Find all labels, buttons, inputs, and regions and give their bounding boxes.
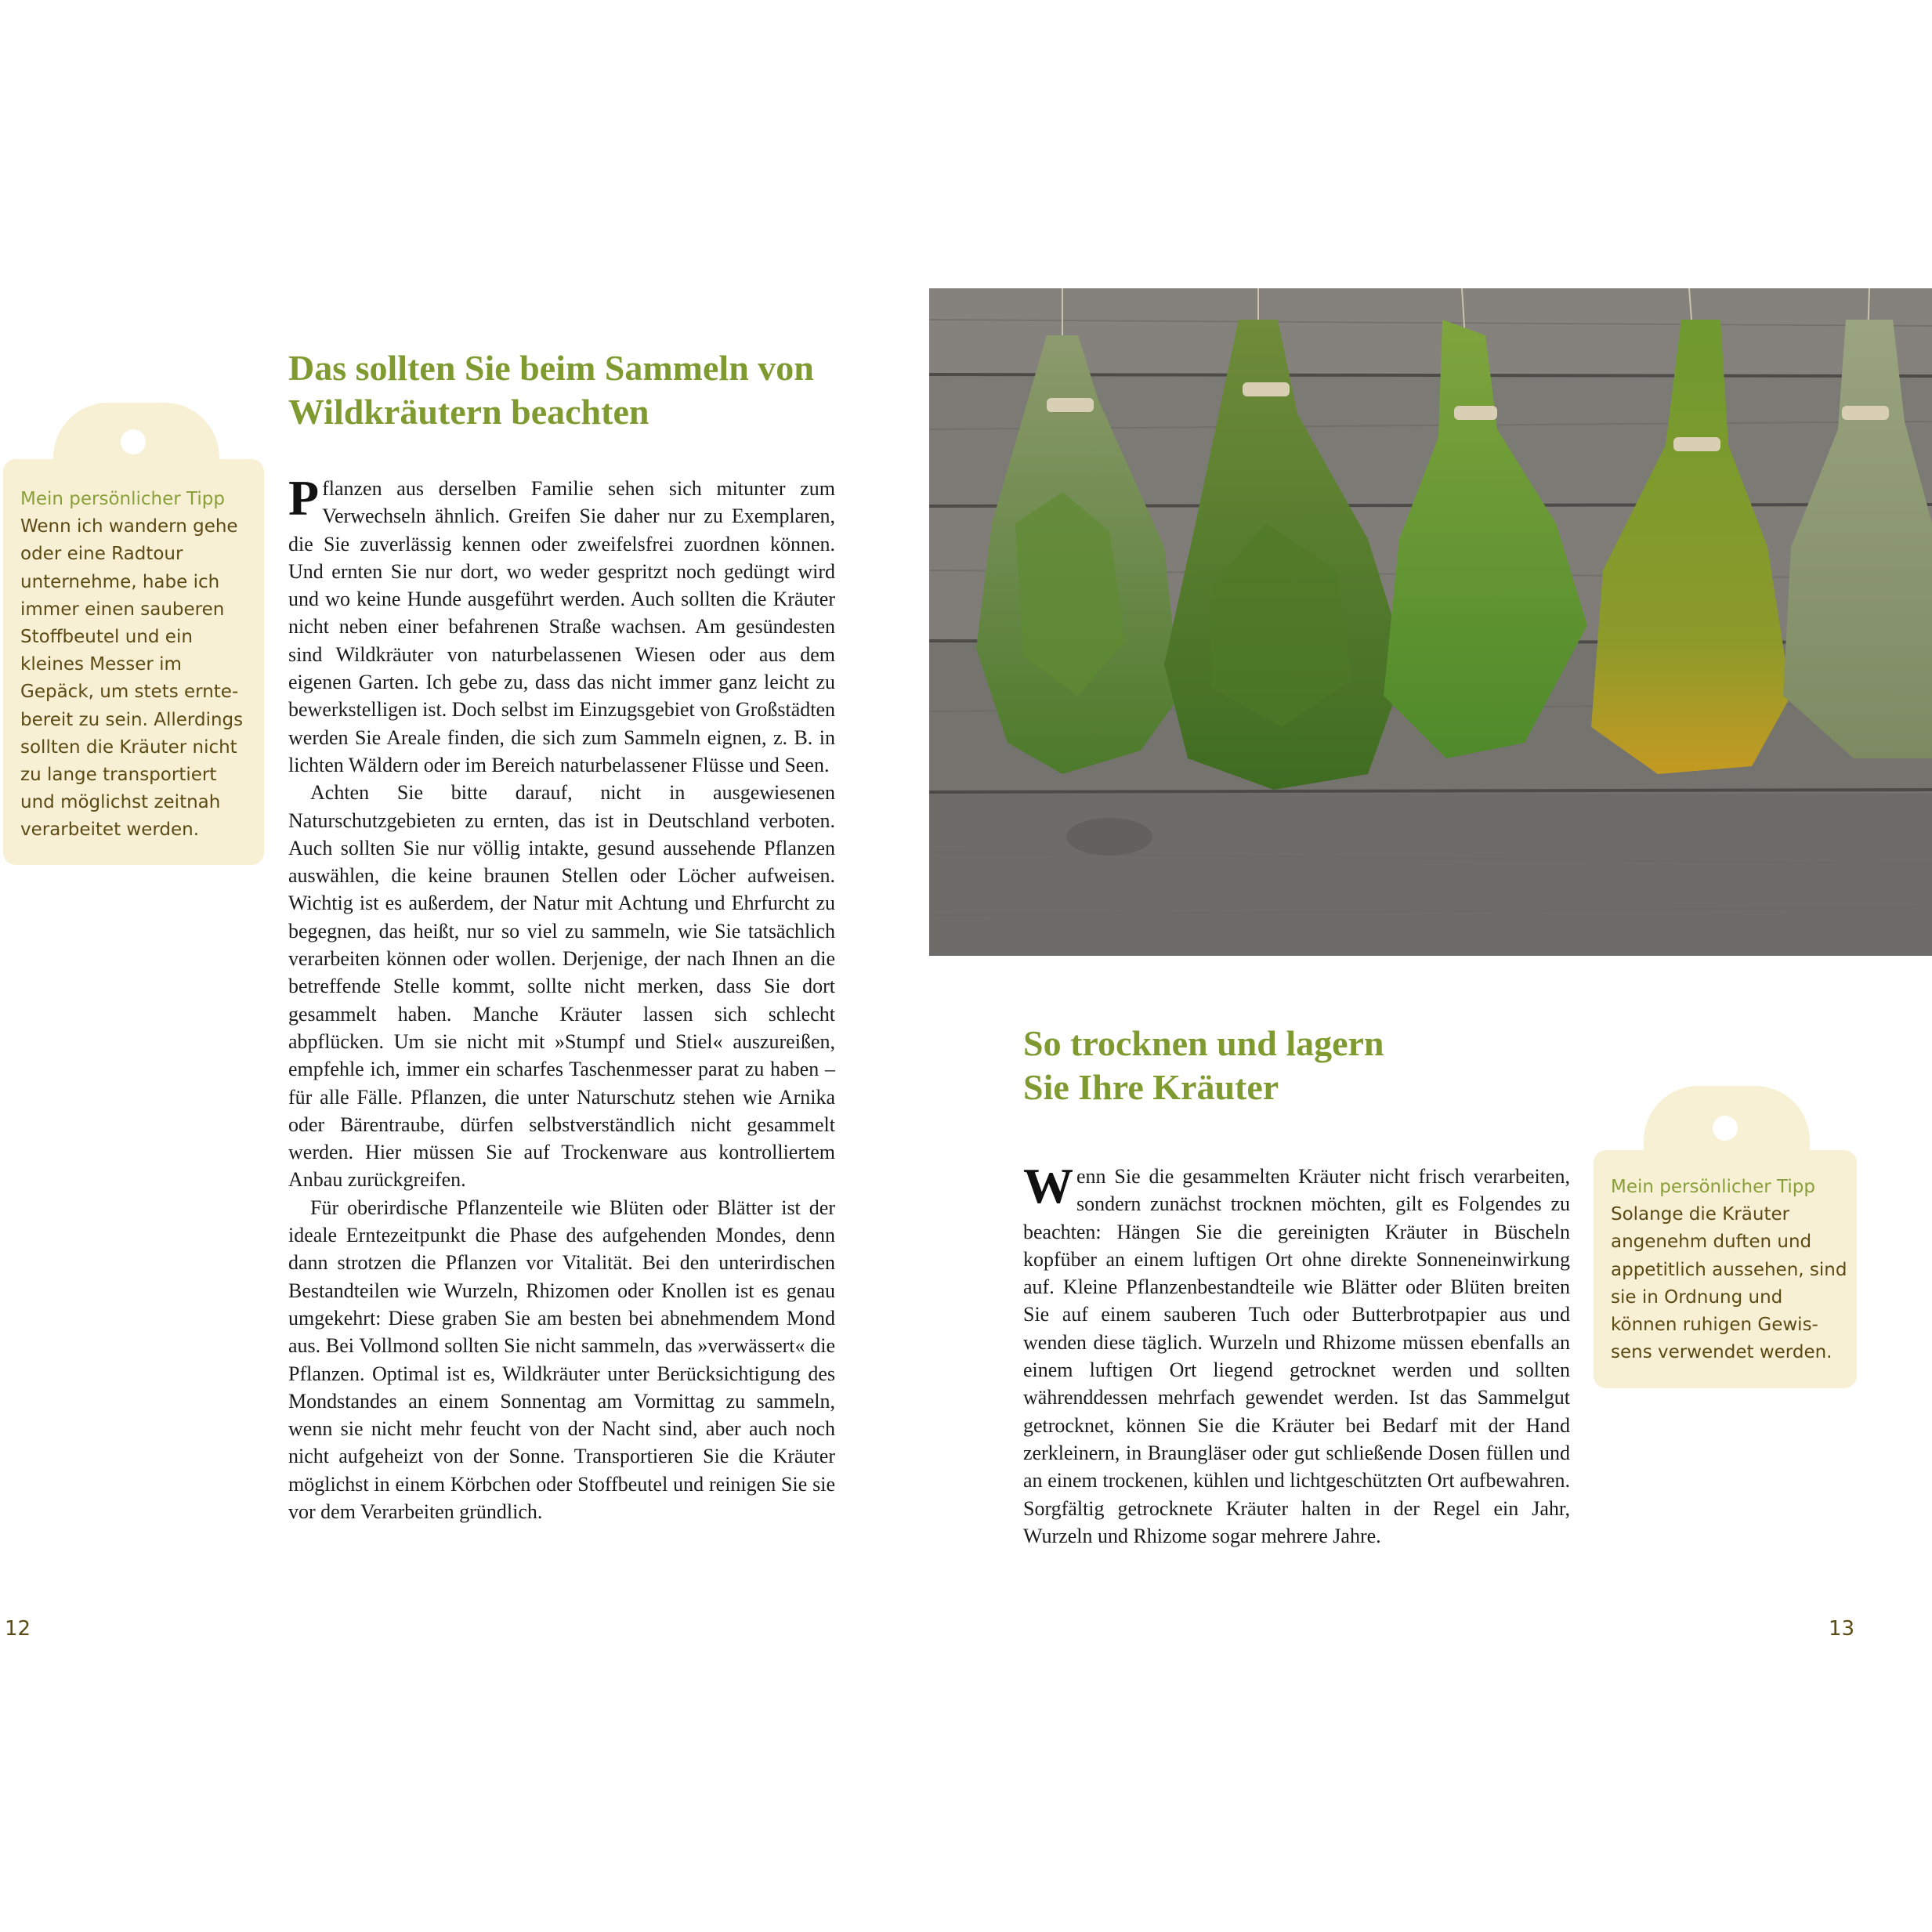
heading-line: So trocknen und lagern: [1023, 1023, 1384, 1063]
tip-line: oder eine Radtour: [20, 544, 183, 565]
section-heading-right: [1023, 1022, 1384, 1109]
body-text-left: [288, 470, 835, 1525]
tip-line: immer einen sauberen: [20, 599, 225, 620]
tip-line: Wenn ich wandern gehe: [20, 516, 238, 537]
paragraph-text: flanzen aus derselben Familie sehen sich mitunter zum Verwechseln ähnlich. Greifen Sie daher nur zu Exemplaren, die Sie zuverlässig kennen oder zweifelsfrei zuordnen können. Und ernten Sie nur dort, wo weder gespritzt noch gedüngt wird und wo keine Hunde ausgeführt werden. Auch sollten die Kräuter nicht neben einer befahrenen Straße wachsen. Am gesündesten sind Wildkräuter von naturbelassenen Wiesen oder aus dem eigenen Garten. Ich gebe zu, dass das nicht immer ganz leicht zu bewerkstelligen ist. Doch selbst im Einzugsgebiet von Großstädten werden Sie Areale finden, die sich zum Sammeln eignen, z. B. in lichten Wäldern oder im Bereich naturbelassener Flüsse und Seen.: [288, 477, 835, 776]
tip-box-right: [1594, 1150, 1857, 1388]
tip-box-left: [3, 459, 264, 865]
tip-line: verarbeitet werden.: [20, 819, 200, 841]
body-text-right: [1023, 1158, 1570, 1550]
heading-line: Das sollten Sie beim Sammeln von: [288, 348, 814, 388]
dropcap: W: [1023, 1158, 1073, 1214]
tip-line: kleines Messer im: [20, 654, 182, 675]
tip-line: appetitlich aussehen, sind: [1611, 1259, 1847, 1280]
paragraph: Für oberirdische Pflanzenteile wie Blüten oder Blätter ist der ideale Erntezeitpunkt die Phase des aufgehenden Mondes, denn dann strotzen die Pflanzen vor Vitalität. Bei den unterirdischen Bestandteilen wie Wurzeln, Rhizomen oder Knollen ist es genau umgekehrt: Diese graben Sie am besten bei abnehmendem Mond aus. Bei Vollmond sollten Sie nicht sammeln, das »verwässert« die Pflanzen. Optimal ist es, Wildkräuter unter Berücksichtigung des Mondstandes an einem Sonnentag am Vormittag zu sammeln, wenn sie nicht mehr feucht von der Nacht sind, aber auch noch nicht aufgeheizt von der Sonne. Transportieren Sie die Kräuter möglichst in einem Körbchen oder Stoffbeutel und reinigen Sie sie vor dem Verarbeiten gründlich.: [288, 1196, 835, 1523]
tag-hole-icon: [1713, 1116, 1738, 1141]
paragraph: [288, 470, 835, 779]
tip-line: können ruhigen Gewis-: [1611, 1315, 1818, 1336]
section-heading-left: [288, 346, 814, 434]
tip-line: sollten die Kräuter nicht: [20, 736, 237, 758]
tip-line: Solange die Kräuter: [1611, 1204, 1790, 1225]
page-number-right: 13: [1829, 1617, 1855, 1641]
tag-hole-icon: [121, 429, 146, 454]
tip-line: sens verwendet werden.: [1611, 1342, 1833, 1363]
tip-line: und möglichst zeitnah: [20, 792, 221, 813]
heading-line: Wildkräutern beachten: [288, 392, 649, 432]
herb-bundles-photo: [929, 288, 1932, 956]
page-number-left: 12: [5, 1617, 31, 1641]
tip-title: Mein persönlicher Tipp: [1611, 1177, 1815, 1197]
tip-line: Gepäck, um stets ernte-: [20, 682, 239, 703]
tip-line: angenehm duften und: [1611, 1232, 1812, 1253]
tip-line: sie in Ordnung und: [1611, 1286, 1783, 1308]
paragraph-text: enn Sie die gesammelten Kräuter nicht frisch verarbeiten, sondern zunächst trocknen möchten, gilt es Folgendes zu beachten: Hängen Sie die gereinigten Kräuter in Büscheln kopfüber an einem luftigen Ort ohne direkte Sonneneinwirkung auf. Kleine Pflanzenbestandteile wie Blätter oder Blüten breiten Sie auf einem sauberen Tuch oder Butterbrotpapier aus und wenden diese täglich. Wurzeln und Rhizome müssen ebenfalls an einem luftigen Ort liegend getrocknet werden und sollten währenddessen mehrfach gewendet werden. Ist das Sammelgut getrocknet, können Sie die Kräuter bei Bedarf mit der Hand zerkleinern, in Braungläser oder gut schließende Dosen füllen und an einem trockenen, kühlen und lichtgeschützten Ort aufbewahren. Sorgfältig getrocknete Kräuter halten in der Regel ein Jahr, Wurzeln und Rhizome sogar mehrere Jahre.: [1023, 1165, 1570, 1547]
tip-title: Mein persönlicher Tipp: [20, 489, 225, 509]
paragraph: [1023, 1158, 1570, 1550]
dropcap: P: [288, 470, 320, 526]
tip-line: bereit zu sein. Allerdings: [20, 709, 244, 730]
heading-line: Sie Ihre Kräuter: [1023, 1067, 1279, 1107]
tip-line: Stoffbeutel und ein: [20, 627, 193, 648]
tip-line: unternehme, habe ich: [20, 571, 220, 592]
paragraph: Achten Sie bitte darauf, nicht in ausgewiesenen Naturschutzgebieten zu ernten, das ist in Deutschland verboten. Auch sollten Sie nur völlig intakte, gesund aussehende Pflanzen auswählen, die keine braunen Stellen oder Löcher aufweisen. Wichtig ist es außerdem, der Natur mit Achtung und Ehrfurcht zu begegnen, das heißt, nur so viel zu sammeln, wie Sie tatsächlich verarbeiten können oder wollen. Derjenige, der nach Ihnen an die betreffende Stelle kommt, sollte nicht merken, dass Sie dort gesammelt haben. Manche Kräuter lassen sich schlecht abpflücken. Um sie nicht mit »Stumpf und Stiel« auszureißen, empfehle ich, immer ein scharfes Taschenmesser parat zu haben – für alle Fälle. Pflanzen, die unter Naturschutz stehen wie Arnika oder Bärentraube, dürfen selbstverständlich nicht gesammelt werden. Hier müssen Sie auf Trockenware aus kontrolliertem Anbau zurückgreifen.: [288, 781, 835, 1192]
tip-line: zu lange transportiert: [20, 765, 217, 786]
